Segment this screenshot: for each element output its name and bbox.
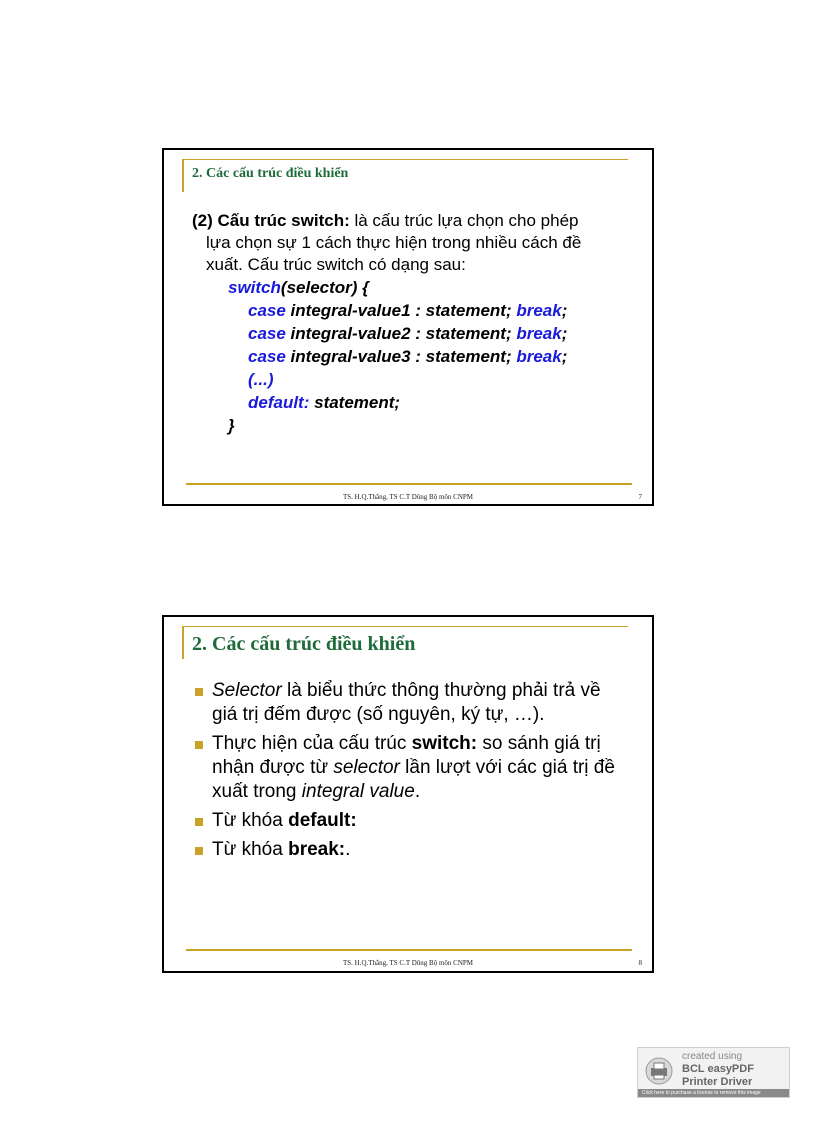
slide-8 [162,615,654,973]
bullet-square-icon [195,741,203,749]
bullet-square-icon [195,818,203,826]
badge-product: BCL easyPDF [682,1063,754,1075]
code-line-case3: case integral-value3 : statement; break; [248,347,568,366]
list-item: Selector là biểu thức thông thường phải trả về giá trị đếm được (số nguyên, ký tự, …). [192,679,622,727]
slide-title: 2. Các cấu trúc điều khiển [192,633,416,655]
badge-purchase-link[interactable]: Click here to purchase a license to remove this image [638,1089,789,1097]
code-line-case2: case integral-value2 : statement; break; [248,324,568,343]
code-line-default: default: statement; [248,393,401,412]
bullet-list [192,679,622,867]
page-number: 7 [638,493,642,501]
slide-footer: TS. H.Q.Thắng, TS C.T Dũng Bộ môn CNPM [342,493,474,501]
easypdf-watermark-badge[interactable] [637,1047,790,1098]
slide-footer: TS. H.Q.Thắng, TS C.T Dũng Bộ môn CNPM [342,959,474,967]
list-item: Thực hiện của cấu trúc switch: so sánh giá trị nhận được từ selector lần lượt với các giá trị đề xuất trong integral value. [192,732,622,804]
slide-title: 2. Các cấu trúc điều khiển [192,166,349,181]
code-line-ellipsis: (...) [248,370,274,389]
intro-bold: (2) Cấu trúc switch: [192,211,350,230]
title-top-rule [182,626,628,627]
page-number: 8 [638,959,642,967]
code-line-close: } [228,416,235,435]
bullet-square-icon [195,847,203,855]
code-line-switch: switch(selector) { [228,278,369,297]
badge-product-sub: Printer Driver [682,1076,753,1088]
footer-rule [186,949,632,951]
title-accent-line [182,627,184,659]
list-item: Từ khóa default: [192,809,622,833]
footer-rule [186,483,632,485]
badge-caption: created using [682,1051,743,1062]
title-accent-line [182,160,184,192]
intro-paragraph: (2) Cấu trúc switch: là cấu trúc lựa chọn cho phép lựa chọn sự 1 cách thực hiện trong nhiều cách đề xuất. Cấu trúc switch có dạng sau: [192,211,582,274]
code-line-case1: case integral-value1 : statement; break; [248,301,568,320]
code-block [228,276,567,437]
printer-icon [644,1056,674,1086]
list-item: Từ khóa break:. [192,838,622,862]
bullet-square-icon [195,688,203,696]
title-top-rule [182,159,628,160]
slide-7 [162,148,654,506]
